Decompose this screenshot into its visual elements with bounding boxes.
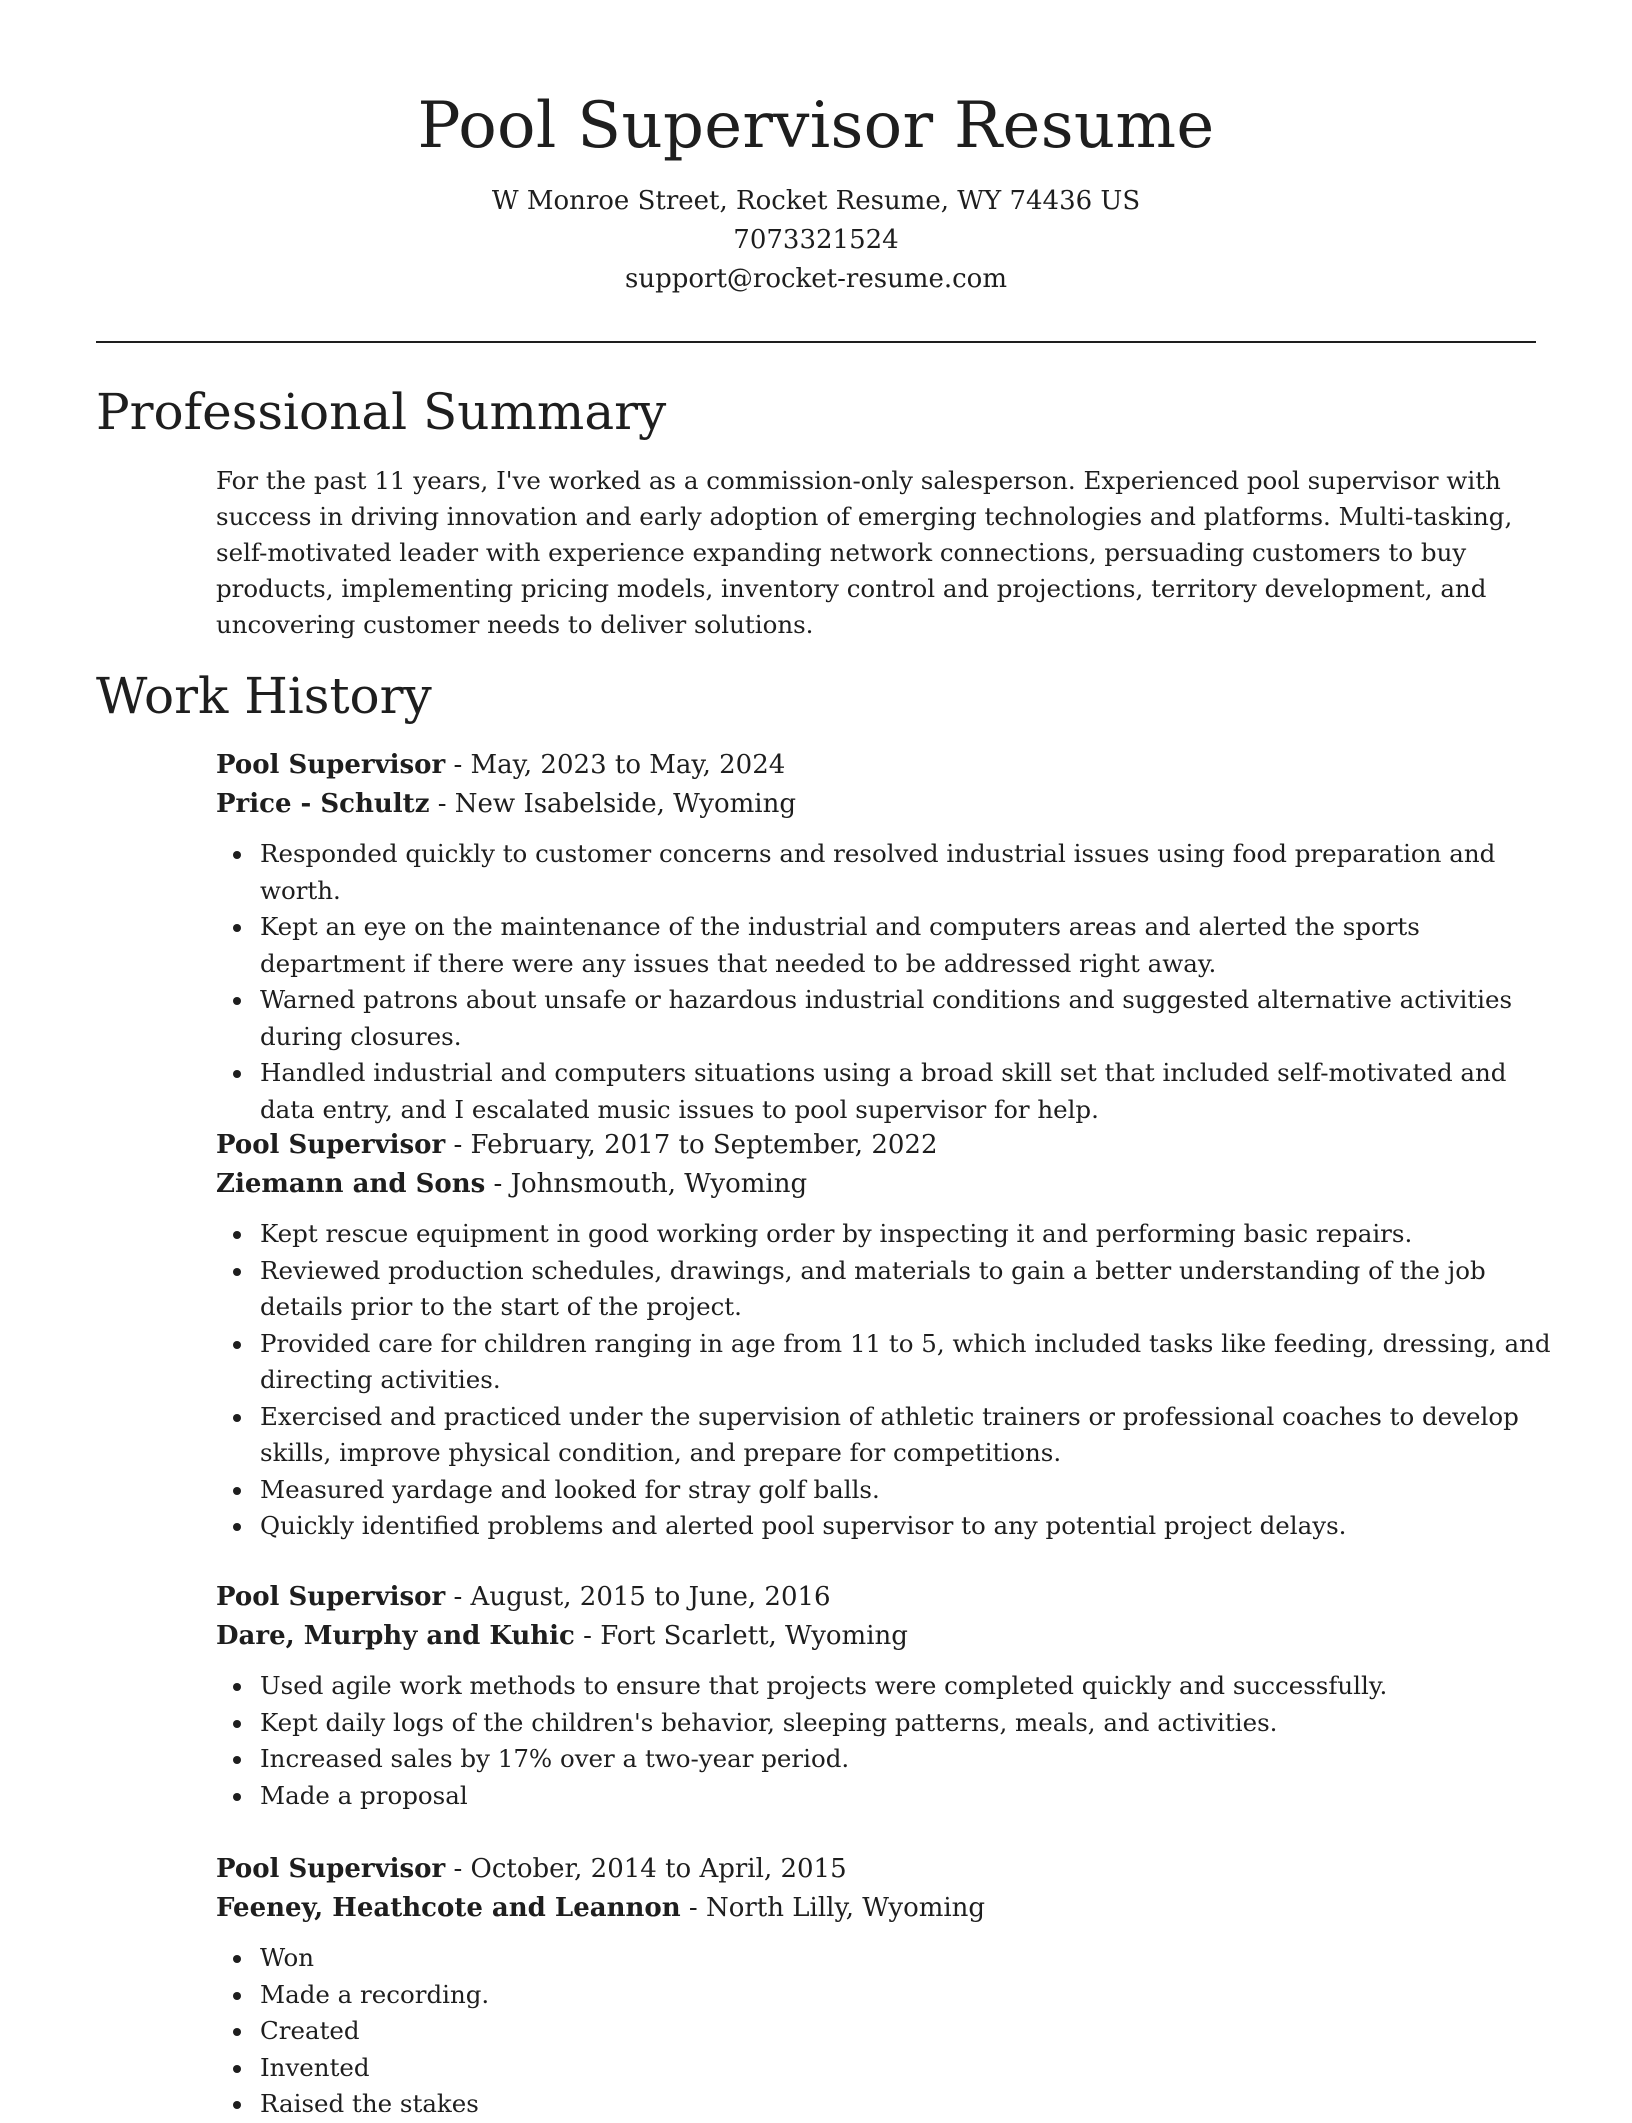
resume-header [96, 80, 1536, 299]
resume-title: Pool Supervisor Resume [417, 89, 1215, 163]
bullet-item: Raised the stakes [260, 2086, 1556, 2123]
job-dates: - May, 2023 to May, 2024 [445, 750, 786, 780]
job-title-line [216, 746, 1556, 785]
job-dates: - February, 2017 to September, 2022 [445, 1130, 938, 1160]
company-location: - Johnsmouth, Wyoming [485, 1169, 808, 1199]
company-location: - New Isabelside, Wyoming [429, 789, 796, 819]
bullet-item: Kept an eye on the maintenance of the industrial and computers areas and alerted the sports department if there were any issues that needed to be addressed right away. [260, 909, 1556, 982]
bullet-item: Increased sales by 17% over a two-year period. [260, 1741, 1556, 1778]
job-company-line [216, 785, 1556, 824]
bullet-item: Created [260, 2013, 1556, 2050]
bullet-item: Quickly identified problems and alerted pool supervisor to any potential project delays. [260, 1508, 1556, 1545]
job-company-line [216, 1165, 1556, 1204]
job-dates: - August, 2015 to June, 2016 [445, 1582, 831, 1612]
job-title: Pool Supervisor [216, 750, 446, 780]
bullet-item: Used agile work methods to ensure that projects were completed quickly and successfully. [260, 1668, 1556, 1705]
bullet-item: Made a recording. [260, 1977, 1556, 2014]
company-name: Ziemann and Sons [216, 1169, 486, 1199]
job-entry [216, 1850, 1556, 2123]
job-dates: - October, 2014 to April, 2015 [445, 1854, 847, 1884]
bullet-item: Handled industrial and computers situations using a broad skill set that included self-motivated and data entry, and I escalated music issues to pool supervisor for help. [260, 1055, 1556, 1128]
summary-heading: Professional Summary [96, 383, 667, 441]
company-name: Dare, Murphy and Kuhic [216, 1621, 575, 1651]
summary-text: For the past 11 years, I've worked as a commission-only salesperson. Experienced pool supervisor with success in driving innovation and early adoption of emerging technologies and platforms. Multi-tasking, self-motivated leader with experience expanding network connections, persuading customers to buy products, implementing pricing models, inventory control and projections, territory development, and uncovering customer needs to deliver solutions. [216, 466, 1513, 639]
contact-info [96, 182, 1536, 299]
bullet-item: Provided care for children ranging in age from 11 to 5, which included tasks like feeding, dressing, and directing activities. [260, 1326, 1556, 1399]
job-title: Pool Supervisor [216, 1854, 446, 1884]
bullet-item: Won [260, 1940, 1556, 1977]
bullet-item: Measured yardage and looked for stray golf balls. [260, 1472, 1556, 1509]
job-company-line [216, 1889, 1556, 1928]
bullet-item: Invented [260, 2050, 1556, 2087]
job-title-line [216, 1578, 1556, 1617]
bullet-item: Responded quickly to customer concerns and resolved industrial issues using food preparation and worth. [260, 836, 1556, 909]
job-title: Pool Supervisor [216, 1130, 446, 1160]
bullet-item: Exercised and practiced under the supervision of athletic trainers or professional coaches to develop skills, improve physical condition, and prepare for competitions. [260, 1399, 1556, 1472]
bullet-item: Made a proposal [260, 1778, 1556, 1815]
job-title-line [216, 1126, 1556, 1165]
job-title: Pool Supervisor [216, 1582, 446, 1612]
work-history-heading: Work History [96, 667, 432, 725]
job-company-line [216, 1617, 1556, 1656]
job-entry [216, 1126, 1556, 1545]
job-bullets [216, 1216, 1556, 1545]
company-location: - Fort Scarlett, Wyoming [574, 1621, 908, 1651]
company-name: Feeney, Heathcote and Leannon [216, 1893, 681, 1923]
bullet-item: Kept rescue equipment in good working order by inspecting it and performing basic repairs. [260, 1216, 1556, 1253]
address: W Monroe Street, Rocket Resume, WY 74436 US [491, 186, 1141, 216]
job-bullets [216, 1668, 1556, 1814]
header-divider [96, 341, 1536, 343]
bullet-item: Kept daily logs of the children's behavior, sleeping patterns, meals, and activities. [260, 1705, 1556, 1742]
job-entry [216, 1578, 1556, 1814]
bullet-item: Reviewed production schedules, drawings, and materials to gain a better understanding of the job details prior to the start of the project. [260, 1253, 1556, 1326]
job-title-line [216, 1850, 1556, 1889]
company-name: Price - Schultz [216, 789, 430, 819]
phone-number: 7073321524 [733, 225, 899, 255]
email-address: support@rocket-resume.com [624, 264, 1007, 294]
job-entry [216, 746, 1556, 1128]
bullet-item: Warned patrons about unsafe or hazardous industrial conditions and suggested alternative activities during closures. [260, 982, 1556, 1055]
company-location: - North Lilly, Wyoming [680, 1893, 986, 1923]
job-bullets [216, 1940, 1556, 2123]
job-bullets [216, 836, 1556, 1128]
